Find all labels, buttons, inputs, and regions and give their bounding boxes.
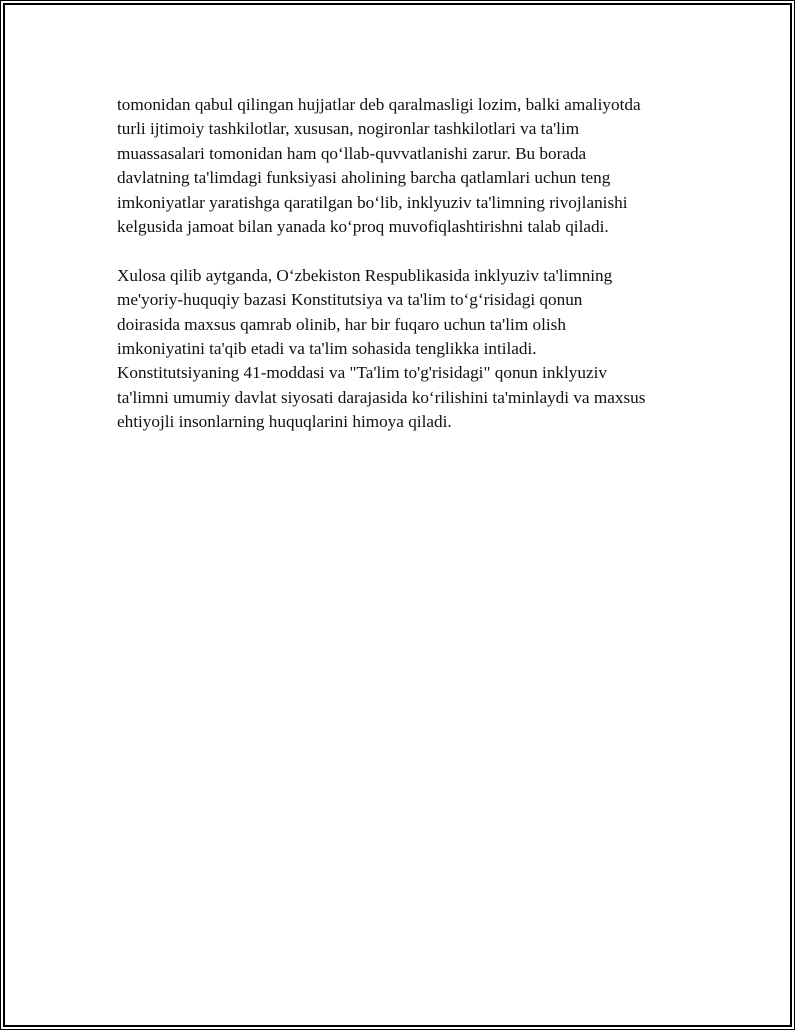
text-line: muassasalari tomonidan ham qo‘llab-quvvatlanishi zarur. Bu borada — [117, 143, 587, 163]
document-body — [117, 93, 697, 435]
text-line: kelgusida jamoat bilan yanada ko‘proq muvofiqlashtirishni talab qiladi. — [117, 217, 609, 237]
text-line: me'yoriy-huquqiy bazasi Konstitutsiya va ta'lim to‘g‘risidagi qonun — [117, 290, 583, 310]
text-line: doirasida maxsus qamrab olinib, har bir fuqaro uchun ta'lim olish — [117, 314, 566, 334]
text-line: ehtiyojli insonlarning huquqlarini himoya qiladi. — [117, 412, 452, 432]
text-line: turli ijtimoiy tashkilotlar, xususan, nogironlar tashkilotlari va ta'lim — [117, 119, 580, 139]
text-line: davlatning ta'limdagi funksiyasi aholining barcha qatlamlari uchun teng — [117, 168, 611, 188]
text-line: imkoniyatini ta'qib etadi va ta'lim sohasida tenglikka intiladi. — [117, 339, 537, 359]
text-line: tomonidan qabul qilingan hujjatlar deb qaralmasligi lozim, balki amaliyotda — [117, 95, 641, 114]
text-line: ta'limni umumiy davlat siyosati darajasida ko‘rilishini ta'minlaydi va maxsus — [117, 387, 646, 407]
text-line: imkoniyatlar yaratishga qaratilgan bo‘lib, inklyuziv ta'limning rivojlanishi — [117, 192, 628, 212]
paragraph-2 — [117, 264, 697, 435]
paragraph-1 — [117, 93, 697, 239]
text-line: Konstitutsiyaning 41-moddasi va "Ta'lim to'g'risidagi" qonun inklyuziv — [117, 363, 607, 383]
text-line: Xulosa qilib aytganda, O‘zbekiston Respublikasida inklyuziv ta'limning — [117, 265, 613, 285]
